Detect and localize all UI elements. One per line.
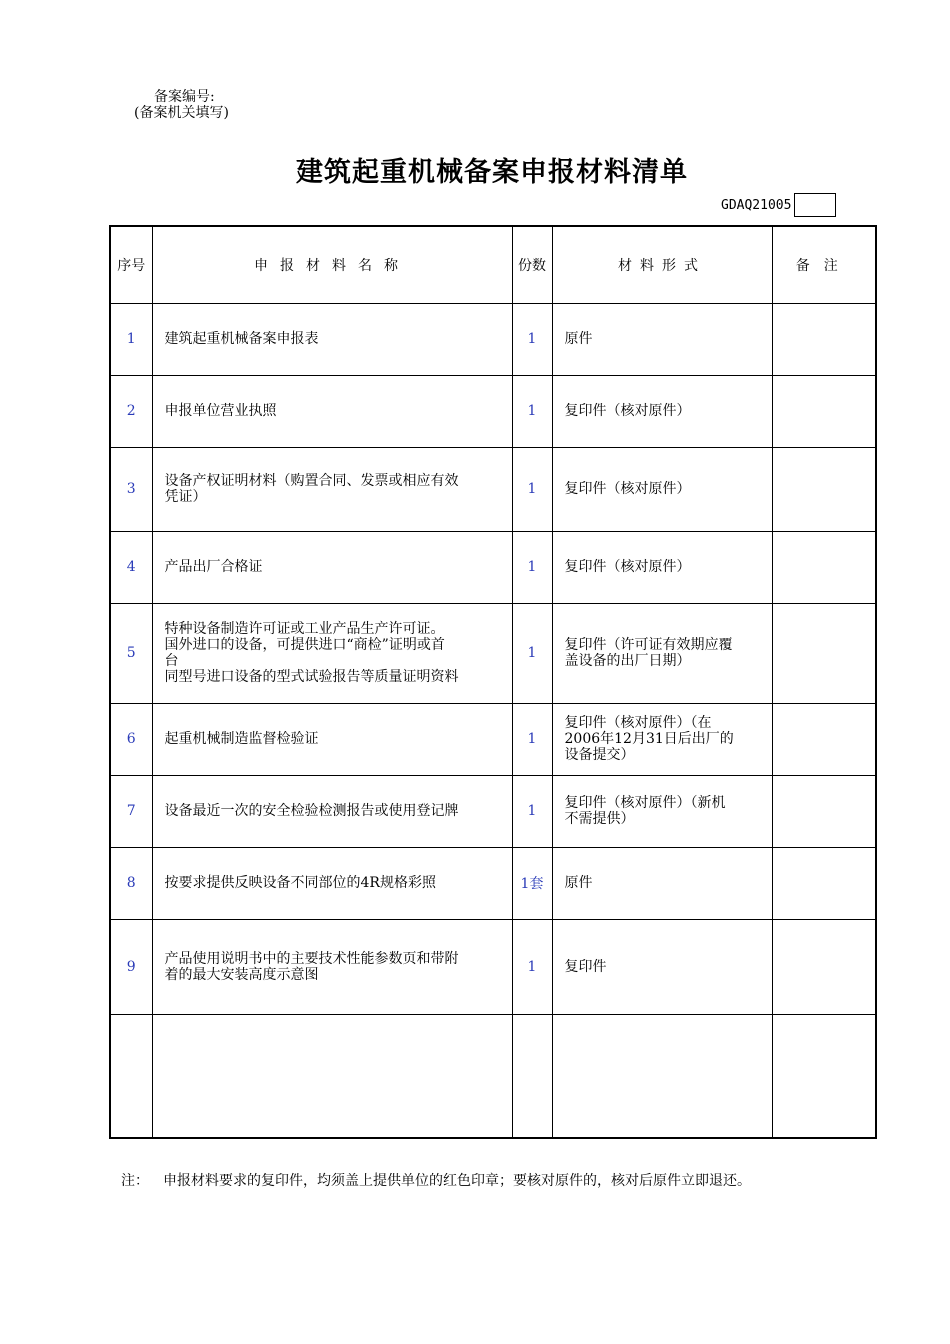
- material-form-line: 不需提供）: [564, 811, 635, 827]
- material-form-line: 原件: [564, 875, 593, 891]
- material-form-line: 盖设备的出厂日期）: [564, 653, 691, 669]
- column-header-remark: 备注: [772, 226, 876, 303]
- material-form: [552, 703, 772, 775]
- row-number: 9: [110, 919, 152, 1014]
- remark-cell: [772, 847, 876, 919]
- row-number: 1: [110, 303, 152, 375]
- copy-count: 1: [512, 703, 552, 775]
- row-number: 2: [110, 375, 152, 447]
- material-name: [152, 919, 512, 1014]
- material-name-line: 起重机械制造监督检验证: [164, 731, 319, 747]
- footer-note-text: 申报材料要求的复印件，均须盖上提供单位的红色印章；要核对原件的，核对后原件立即退还。: [163, 1173, 751, 1189]
- material-name-line: 着的最大安装高度示意图: [164, 966, 319, 983]
- material-name: [152, 375, 512, 447]
- material-form-line: 原件: [564, 331, 593, 347]
- copy-count: 1: [512, 531, 552, 603]
- form-code-group: [721, 193, 836, 217]
- form-code: GDAQ21005: [721, 197, 792, 213]
- table-row: [110, 303, 876, 375]
- column-header-no: 序号: [110, 226, 152, 303]
- material-name-line: 特种设备制造许可证或工业产品生产许可证。: [164, 621, 445, 637]
- material-form-line: 复印件（核对原件）: [564, 559, 691, 575]
- copy-count: 1: [512, 603, 552, 703]
- footer-note: [121, 1170, 751, 1190]
- copy-count: 1: [512, 775, 552, 847]
- table-row: [110, 703, 876, 775]
- material-form: [552, 847, 772, 919]
- row-number: 6: [110, 703, 152, 775]
- column-header-form: 材料形式: [552, 226, 772, 303]
- material-name-line: 设备最近一次的安全检验检测报告或使用登记牌: [164, 803, 459, 819]
- remark-cell: [772, 703, 876, 775]
- table-row: [110, 847, 876, 919]
- form-code-input-box[interactable]: [794, 193, 836, 217]
- table-row: [110, 1014, 876, 1138]
- copy-count: 1: [512, 375, 552, 447]
- copy-count: 1: [512, 919, 552, 1014]
- table-row: [110, 531, 876, 603]
- row-number: 4: [110, 531, 152, 603]
- material-name-line: 申报单位营业执照: [164, 403, 277, 419]
- material-form: [552, 919, 772, 1014]
- material-form: [552, 303, 772, 375]
- table-row: [110, 603, 876, 703]
- row-number: [110, 1014, 152, 1138]
- material-name: [152, 847, 512, 919]
- materials-table: [109, 225, 877, 1139]
- row-number: 7: [110, 775, 152, 847]
- material-form-line: 复印件（核对原件）: [564, 481, 691, 497]
- material-name: [152, 775, 512, 847]
- copy-count: 1: [512, 303, 552, 375]
- row-number: 3: [110, 447, 152, 531]
- registration-note: (备案机关填写): [134, 105, 229, 121]
- material-name-line: 产品使用说明书中的主要技术性能参数页和带附: [164, 950, 459, 967]
- material-form-line: 复印件（核对原件）（新机: [564, 795, 726, 811]
- column-header-name: 申报材料名称: [152, 226, 512, 303]
- remark-cell: [772, 447, 876, 531]
- material-name-line: 建筑起重机械备案申报表: [164, 331, 319, 347]
- material-form: [552, 1014, 772, 1138]
- table-row: [110, 375, 876, 447]
- registration-label: 备案编号:: [154, 89, 215, 105]
- copy-count: 1: [512, 447, 552, 531]
- table-row: [110, 919, 876, 1014]
- table-row: [110, 775, 876, 847]
- material-name-line: 按要求提供反映设备不同部位的4R规格彩照: [164, 875, 436, 891]
- page-title: 建筑起重机械备案申报材料清单: [296, 157, 688, 188]
- material-form: [552, 775, 772, 847]
- remark-cell: [772, 603, 876, 703]
- material-name: [152, 303, 512, 375]
- material-form-line: 复印件: [564, 958, 607, 975]
- remark-cell: [772, 1014, 876, 1138]
- copy-count: [512, 1014, 552, 1138]
- remark-cell: [772, 919, 876, 1014]
- material-form-line: 复印件（核对原件）: [564, 403, 691, 419]
- remark-cell: [772, 775, 876, 847]
- material-name-line: 设备产权证明材料（购置合同、发票或相应有效: [164, 473, 459, 489]
- material-name: [152, 447, 512, 531]
- table-header-row: [110, 226, 876, 303]
- material-form-line: 2006年12月31日后出厂的: [564, 731, 734, 747]
- column-header-count: 份数: [512, 226, 552, 303]
- material-name-line: 凭证）: [164, 489, 207, 505]
- material-form: [552, 603, 772, 703]
- material-form-line: 复印件（许可证有效期应覆: [564, 637, 733, 653]
- material-form-line: 复印件（核对原件）（在: [564, 715, 712, 731]
- footer-note-label: 注：: [121, 1173, 149, 1189]
- material-name: [152, 703, 512, 775]
- row-number: 5: [110, 603, 152, 703]
- material-form: [552, 447, 772, 531]
- material-form-line: 设备提交）: [564, 747, 635, 763]
- material-form: [552, 375, 772, 447]
- material-name-line: 国外进口的设备，可提供进口“商检”证明或首: [164, 637, 445, 653]
- remark-cell: [772, 531, 876, 603]
- material-name: [152, 603, 512, 703]
- material-form: [552, 531, 772, 603]
- material-name: [152, 1014, 512, 1138]
- remark-cell: [772, 375, 876, 447]
- material-name-line: 产品出厂合格证: [164, 559, 263, 575]
- material-name: [152, 531, 512, 603]
- material-name-line: 同型号进口设备的型式试验报告等质量证明资料: [164, 669, 459, 685]
- copy-count: 1套: [512, 847, 552, 919]
- material-name-line: 台: [164, 653, 179, 669]
- table-row: [110, 447, 876, 531]
- row-number: 8: [110, 847, 152, 919]
- remark-cell: [772, 303, 876, 375]
